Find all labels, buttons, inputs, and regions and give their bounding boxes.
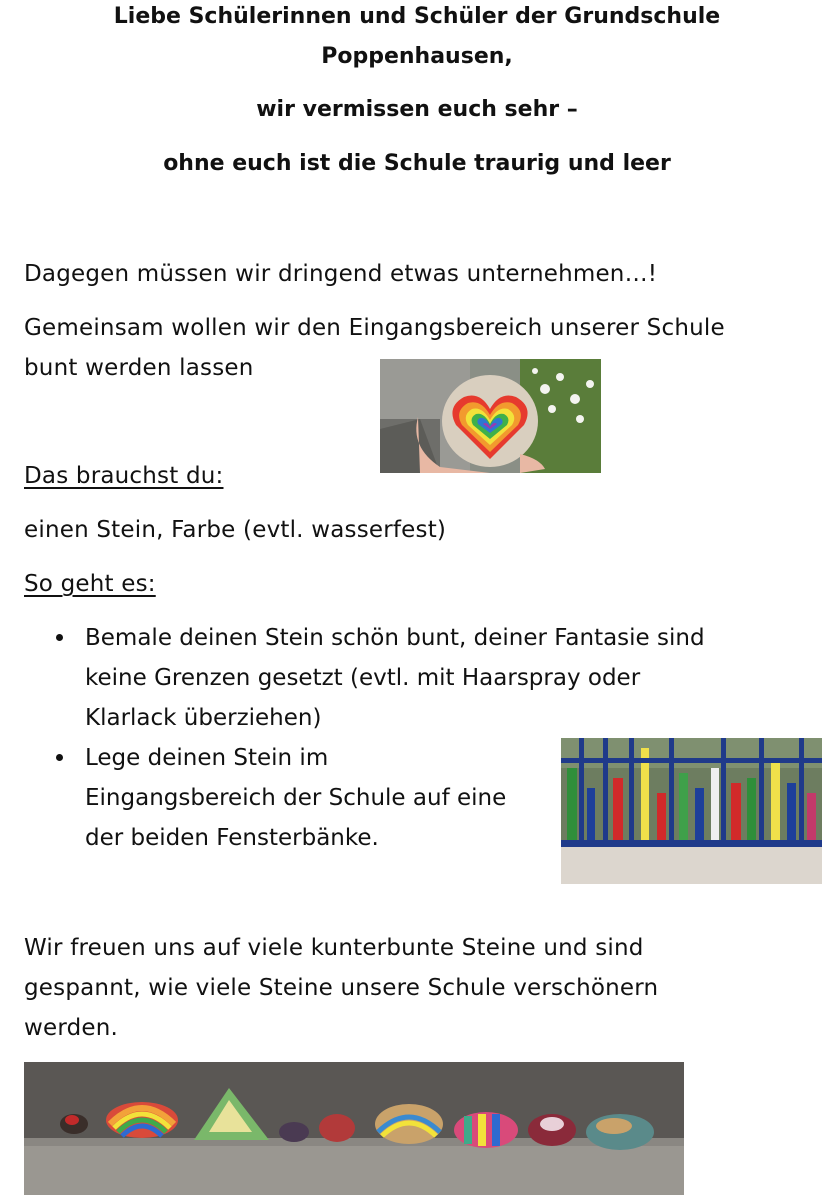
step-1-line-3: Klarlack überziehen) (85, 705, 322, 731)
step-1-line-1: Bemale deinen Stein schön bunt, deiner Fantasie sind (85, 625, 705, 651)
closing-line-3: werden. (24, 1015, 119, 1041)
painted-stones-photo (24, 1062, 684, 1195)
needs-heading: Das brauchst du: (24, 463, 224, 489)
step-item-1 (24, 618, 705, 738)
steps-heading: So geht es: (24, 571, 156, 597)
goal-line-2: bunt werden lassen (24, 355, 254, 381)
window-sill-photo (561, 738, 822, 884)
step-2-line-1: Lege deinen Stein im (85, 745, 329, 771)
window-pencils-illustration (561, 738, 822, 884)
closing-line-1: Wir freuen uns auf viele kunterbunte Steine und sind (24, 935, 644, 961)
heart-stone-illustration (380, 359, 601, 473)
heart-stone-photo (380, 359, 601, 473)
heading-line-2: Poppenhausen, (321, 44, 513, 69)
heading-line-4: ohne euch ist die Schule traurig und leer (163, 151, 671, 176)
needs-text: einen Stein, Farbe (evtl. wasserfest) (24, 517, 447, 543)
painted-stones-illustration (24, 1062, 684, 1195)
step-2-line-3: der beiden Fensterbänke. (85, 825, 379, 851)
step-1-line-2: keine Grenzen gesetzt (evtl. mit Haarspray oder (85, 665, 641, 691)
closing-line-2: gespannt, wie viele Steine unsere Schule verschönern (24, 975, 659, 1001)
heading-line-1: Liebe Schülerinnen und Schüler der Grundschule (113, 4, 721, 29)
intro-text: Dagegen müssen wir dringend etwas unternehmen…! (24, 261, 658, 287)
goal-line-1: Gemeinsam wollen wir den Eingangsbereich unserer Schule (24, 315, 725, 341)
step-2-line-2: Eingangsbereich der Schule auf eine (85, 785, 507, 811)
heading-line-3: wir vermissen euch sehr – (256, 97, 578, 122)
